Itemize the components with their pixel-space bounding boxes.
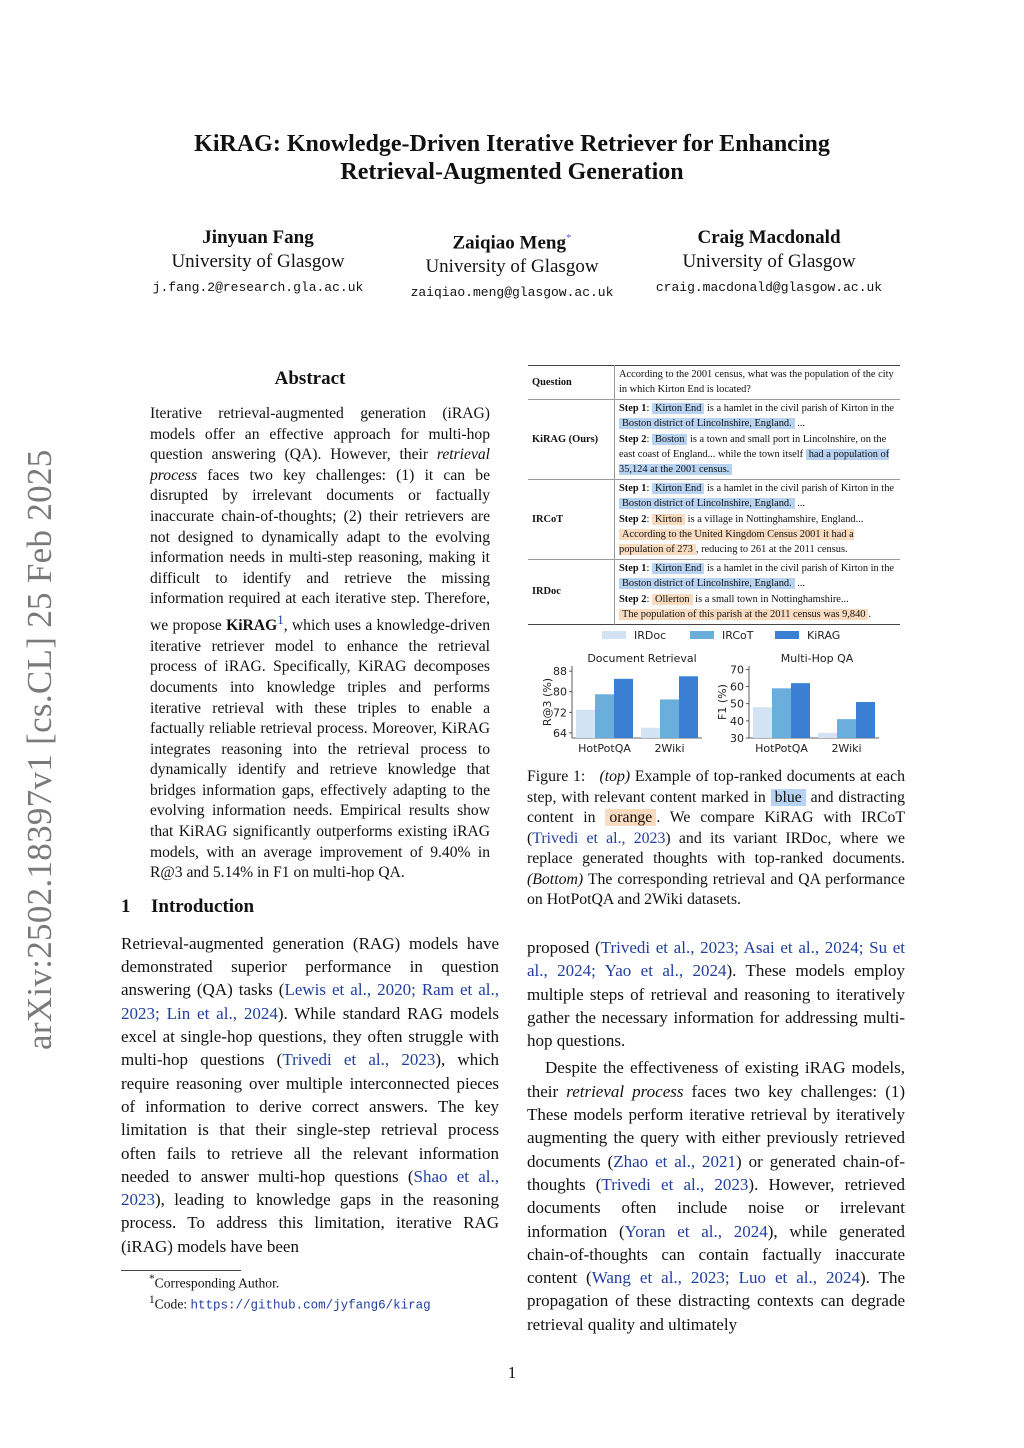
chart-title: Document Retrieval — [587, 652, 697, 665]
legend-swatch-irdoc — [602, 631, 626, 639]
kirag-steps: Step 1: Kirton End is a hamlet in the civil parish of Kirton in the Boston district of Lincolnshire, England. ... Step 2: Boston is a town and small port in Lincolnshire, on the east coast of England... while the town itself had a population of 35,124 at the 2001 census. — [619, 402, 894, 476]
y-tick-label: 60 — [730, 680, 744, 694]
irdoc-steps: Step 1: Kirton End is a hamlet in the civil parish of Kirton in the Boston district of Lincolnshire, England. ... Step 2: Ollerton is a small town in Nottinghamshire... The population of this parish at the 2011 census was 9,840 . — [619, 562, 894, 621]
figure-example-table — [528, 365, 900, 625]
bar-ircot-hotpotqa — [772, 688, 791, 738]
row-label: IRCoT — [528, 479, 615, 559]
ircot-row — [528, 479, 900, 559]
y-tick-label: 30 — [730, 732, 744, 745]
legend-label-irdoc: IRDoc — [634, 629, 667, 642]
paper-title — [140, 130, 884, 186]
bar-kirag-hotpotqa — [791, 683, 810, 738]
row-label: IRDoc — [528, 559, 615, 624]
footnote-code: $^1$Code: https://github.com/jyfang6/kirag — [149, 1293, 431, 1313]
bar-kirag-2wiki — [679, 676, 698, 738]
blue-highlight-legend: blue — [771, 789, 806, 806]
citation-link[interactable]: Trivedi et al., 2023 — [282, 1050, 436, 1070]
intro-paragraph: Retrieval-augmented generation (RAG) models have demonstrated superior performance in question answering (QA) tasks (Lewis et al., 2020; Ram et al., 2023; Lin et al., 2024). While standard RAG models excel at single-hop questions, they often struggle with multi-hop questions (Trivedi et al., 2023), which require reasoning over multiple interconnected pieces of information to derive correct answers. The key limitation is that their single-step retrieval process often fails to retrieve all the relevant information needed to answer multi-hop questions (Shao et al., 2023), leading to knowledge gaps in the reasoning process. To address this limitation, iterative RAG (iRAG) models have been — [121, 933, 500, 1256]
legend-label-kirag: KiRAG — [807, 629, 841, 642]
bar-kirag-2wiki — [856, 702, 875, 738]
y-tick-label: 50 — [730, 697, 744, 711]
footnote-corresponding: *Corresponding Author. — [149, 1273, 280, 1291]
bar-irdoc-hotpotqa — [576, 710, 595, 738]
bar-ircot-2wiki — [837, 719, 856, 738]
citation-link[interactable]: Trivedi et al., 2023; Asai et al., 2024; Su et al., 2024; Yao et al., 2024 — [527, 938, 906, 981]
figure-bar-charts — [527, 622, 905, 762]
paragraph: proposed (Trivedi et al., 2023; Asai et al., 2024; Su et al., 2024; Yao et al., 2024). These models employ multiple steps of retrieval and reasoning to iteratively gather the necessary information for addressing multi-hop questions. — [527, 938, 906, 1051]
chart-multi-hop-qa — [716, 652, 879, 755]
y-tick-label: 88 — [553, 665, 567, 679]
legend-label-ircot: IRCoT — [722, 629, 754, 642]
title-line-2: Retrieval-Augmented Generation — [340, 159, 684, 185]
arxiv-identifier: arXiv:2502.18397v1 [cs.CL] 25 Feb 2025 — [20, 449, 59, 1050]
section-heading-introduction: 1 Introduction — [121, 895, 255, 917]
question-row — [528, 366, 900, 400]
author-1 — [128, 226, 388, 295]
x-tick-label: HotPotQA — [755, 742, 808, 755]
abstract-text: Iterative retrieval-augmented generation (iRAG) models offer an effective approach for multi-hop question answering (QA). However, their retrieval process faces two key challenges: (1) it can be disrupted by irrelevant documents or factually inaccurate chain-of-thoughts; (2) their retrievers are not designed to dynamically adapt to the evolving information needs in multi-step reasoning, making it difficult to identify and retrieve the missing information required at each iterative step. Therefore, we propose KiRAG$^1$, which uses a knowledge-driven iterative retriever model to enhance the retrieval process of iRAG. Specifically, KiRAG decomposes documents into knowledge triples and performs iterative retrieval with these triples to enable a factually reliable retrieval process. Moreover, KiRAG integrates reasoning into the retrieval process to dynamically identify and retrieve knowledge that bridges information gaps, effectively adapting to the evolving information needs. Empirical results show that KiRAG significantly outperforms existing iRAG models, with an average improvement of 9.40% in R@3 and 5.14% in F1 on multi-hop QA. — [150, 405, 491, 882]
y-tick-label: 72 — [553, 706, 567, 720]
right-column-text — [527, 922, 905, 1336]
paragraph: Despite the effectiveness of existing iRAG models, their retrieval process faces two key challenges: (1) These models perform iterative retrieval by iteratively augmenting the query with either previously retrieved documents (Zhao et al., 2021) or generated chain-of-thoughts (Trivedi et al., 2023). However, retrieved documents often include noise or irrelevant information (Yoran et al., 2024), while generated chain-of-thoughts can contain factually inaccurate content (Wang et al., 2023; Luo et al., 2024). The propagation of these distracting contexts can degrade retrieval quality and ultimately — [527, 1058, 906, 1334]
x-tick-label: 2Wiki — [831, 742, 862, 755]
bar-irdoc-2wiki — [641, 728, 660, 738]
author-affiliation: University of Glasgow — [682, 251, 856, 272]
footnote-ref[interactable]: 1 — [277, 611, 284, 627]
citation-link[interactable]: Lewis et al., 2020; Ram et al., 2023; Lin et al., 2024 — [121, 980, 499, 1023]
x-tick-label: 2Wiki — [654, 742, 685, 755]
author-name: Zaiqiao Meng* — [452, 232, 572, 254]
orange-highlight-legend: orange — [605, 809, 656, 826]
author-2 — [382, 226, 642, 300]
bar-ircot-2wiki — [660, 699, 679, 738]
legend-swatch-ircot — [690, 631, 714, 639]
x-tick-label: HotPotQA — [578, 742, 631, 755]
author-affiliation: University of Glasgow — [425, 256, 599, 278]
chart-title: Multi-Hop QA — [780, 652, 854, 665]
y-axis-label: R@3 (%) — [541, 677, 554, 727]
author-name: Craig Macdonald — [697, 227, 841, 248]
y-axis-label: F1 (%) — [716, 684, 729, 720]
irdoc-row — [528, 559, 900, 624]
code-url-link[interactable]: https://github.com/jyfang6/kirag — [190, 1298, 431, 1313]
author-name: Jinyuan Fang — [202, 227, 314, 248]
bar-irdoc-2wiki — [818, 733, 837, 738]
citation-link[interactable]: Shao et al., 2023 — [121, 1166, 499, 1210]
figure-caption: Figure 1: (top) Example of top-ranked documents at each step, with relevant content marked in blue and distracting content in orange . We compare KiRAG with IRCoT (Trivedi et al., 2023) and its variant IRDoc, where we replace generated thoughts with top-ranked documents. (Bottom) The corresponding retrieval and QA performance on HotPotQA and 2Wiki datasets. — [527, 768, 906, 908]
author-3 — [639, 226, 899, 295]
legend-swatch-kirag — [775, 631, 799, 639]
chart-document-retrieval — [541, 652, 702, 755]
title-line-1: KiRAG: Knowledge-Driven Iterative Retriever for Enhancing — [194, 131, 830, 157]
row-label: KiRAG (Ours) — [528, 399, 615, 479]
citation-link[interactable]: Trivedi et al., 2023 — [532, 829, 666, 847]
kirag-row — [528, 399, 900, 479]
y-tick-label: 40 — [730, 714, 744, 728]
page-number: 1 — [507, 1363, 517, 1382]
author-email[interactable]: zaiqiao.meng@glasgow.ac.uk — [410, 285, 614, 301]
citation-link[interactable]: Trivedi et al., 2023 — [601, 1174, 749, 1194]
y-tick-label: 64 — [553, 726, 567, 740]
abstract-heading: Abstract — [274, 368, 346, 389]
question-text: According to the 2001 census, what was the population of the city in which Kirton End is located? — [619, 369, 894, 396]
y-tick-label: 70 — [730, 663, 744, 677]
chart-legend — [602, 629, 840, 642]
bar-kirag-hotpotqa — [614, 679, 633, 738]
row-label: Question — [528, 366, 615, 400]
author-email[interactable]: j.fang.2@research.gla.ac.uk — [152, 280, 364, 295]
corresponding-mark: * — [565, 232, 572, 244]
bar-irdoc-hotpotqa — [753, 707, 772, 738]
author-email[interactable]: craig.macdonald@glasgow.ac.uk — [655, 280, 883, 295]
author-affiliation: University of Glasgow — [171, 251, 345, 272]
citation-link[interactable]: Yoran et al., 2024 — [624, 1221, 768, 1241]
ircot-steps: Step 1: Kirton End is a hamlet in the civil parish of Kirton in the Boston district of Lincolnshire, England. ... Step 2: Kirton is a village in Nottinghamshire, England... According to the United Kingdom Census 2001 it had a population of 273 , reducing to 261 at the 2011 census. — [619, 482, 894, 556]
citation-link[interactable]: Zhao et al., 2021 — [613, 1151, 737, 1171]
y-tick-label: 80 — [553, 685, 567, 699]
left-column — [121, 360, 499, 1314]
citation-link[interactable]: Wang et al., 2023; Luo et al., 2024 — [591, 1268, 860, 1288]
bar-ircot-hotpotqa — [595, 694, 614, 738]
